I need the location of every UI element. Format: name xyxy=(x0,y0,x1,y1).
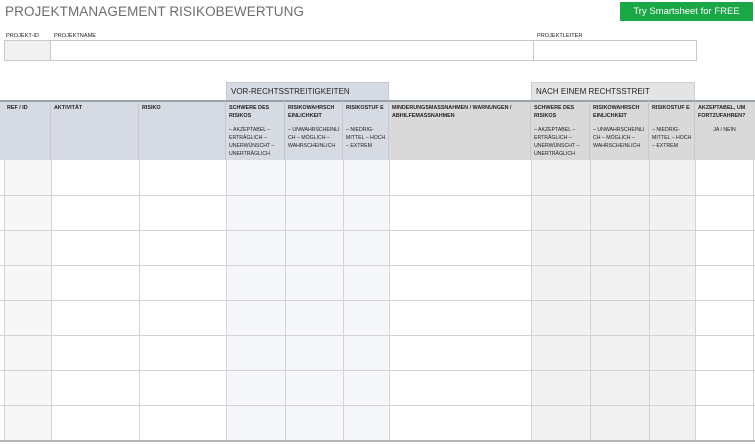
project-id-field[interactable] xyxy=(4,40,51,61)
project-name-field[interactable] xyxy=(50,40,534,61)
acceptable-label: AKZEPTABEL, UM FORTZUFAHREN? xyxy=(698,105,746,119)
column-divider xyxy=(226,160,227,440)
table-row[interactable] xyxy=(0,265,755,301)
column-divider xyxy=(51,160,52,440)
column-divider xyxy=(389,160,390,440)
column-header-pre-severity xyxy=(226,101,285,160)
post-level-label: RISIKOSTUF E xyxy=(652,105,690,111)
pre-level-scale: – NIEDRIG- MITTEL – HOCH – EXTREM xyxy=(346,127,386,149)
column-header-post-severity xyxy=(531,101,590,160)
post-level-scale: – NIEDRIG- MITTEL – HOCH – EXTREM xyxy=(652,127,692,149)
column-header-ref xyxy=(4,101,51,160)
pre-probability-scale: – UNWAHRSCHEINLI CH – MÖGLICH – WAHRSCHEINLICH xyxy=(288,127,340,149)
risk-table-body xyxy=(0,160,755,440)
column-header-mitigation xyxy=(389,101,531,160)
project-leader-field[interactable] xyxy=(533,40,697,61)
column-header-post-probability xyxy=(590,101,649,160)
group-header-post-litigation: NACH EINEM RECHTSSTREIT xyxy=(531,82,695,101)
column-divider xyxy=(531,160,532,440)
column-divider xyxy=(4,160,5,440)
table-row[interactable] xyxy=(0,335,755,371)
table-row[interactable] xyxy=(0,195,755,231)
table-row[interactable] xyxy=(0,300,755,336)
acceptable-scale: JA / NEIN xyxy=(713,127,736,133)
post-severity-scale: – AKZEPTABEL – ERTRÄGLICH – UNERWÜNSCHT – UNERTRÄGLICH xyxy=(534,127,580,157)
table-row[interactable] xyxy=(0,370,755,406)
post-probability-label: RISIKOWAHRSCH EINLICHKEIT xyxy=(593,105,640,119)
try-smartsheet-button[interactable]: Try Smartsheet for FREE xyxy=(620,2,753,21)
column-divider xyxy=(285,160,286,440)
column-header-ref-label: REF / ID xyxy=(7,105,28,111)
pre-severity-label: SCHWERE DES RISIKOS xyxy=(229,105,270,119)
table-row[interactable] xyxy=(0,230,755,266)
column-header-post-level xyxy=(649,101,695,160)
group-header-pre-litigation: VOR-RECHTSSTREITIGKEITEN xyxy=(226,82,389,101)
column-divider xyxy=(139,160,140,440)
table-row[interactable] xyxy=(0,160,755,196)
project-name-label: PROJEKTNAME xyxy=(54,33,96,39)
column-header-pre-level xyxy=(343,101,389,160)
column-header-activity xyxy=(51,101,139,160)
column-header-risk-label: RISIKO xyxy=(142,105,161,111)
column-divider xyxy=(590,160,591,440)
post-probability-scale: – UNWAHRSCHEINLI CH – MÖGLICH – WAHRSCHEINLICH xyxy=(593,127,645,149)
column-divider xyxy=(649,160,650,440)
table-row[interactable] xyxy=(0,405,755,442)
column-header-acceptable xyxy=(695,101,753,160)
page-title: PROJEKTMANAGEMENT RISIKOBEWERTUNG xyxy=(5,4,305,19)
column-header-activity-label: AKTIVITÄT xyxy=(54,105,83,111)
column-divider xyxy=(343,160,344,440)
pre-level-label: RISIKOSTUF E xyxy=(346,105,384,111)
pre-probability-label: RISIKOWAHRSCH EINLICHKEIT xyxy=(288,105,335,119)
post-severity-label: SCHWERE DES RISIKOS xyxy=(534,105,575,119)
column-header-pre-probability xyxy=(285,101,343,160)
pre-severity-scale: – AKZEPTABEL – ERTRÄGLICH – UNERWÜNSCHT – UNERTRÄGLICH xyxy=(229,127,275,157)
mitigation-label: MINDERUNGSMASSNAHMEN / WARNUNGEN / ABHILFEMASSNAHMEN xyxy=(392,105,512,119)
column-divider xyxy=(695,160,696,440)
project-leader-label: PROJEKTLEITER xyxy=(537,33,583,39)
project-id-label: PROJEKT-ID xyxy=(6,33,39,39)
column-header-risk xyxy=(139,101,226,160)
column-divider xyxy=(753,160,754,440)
